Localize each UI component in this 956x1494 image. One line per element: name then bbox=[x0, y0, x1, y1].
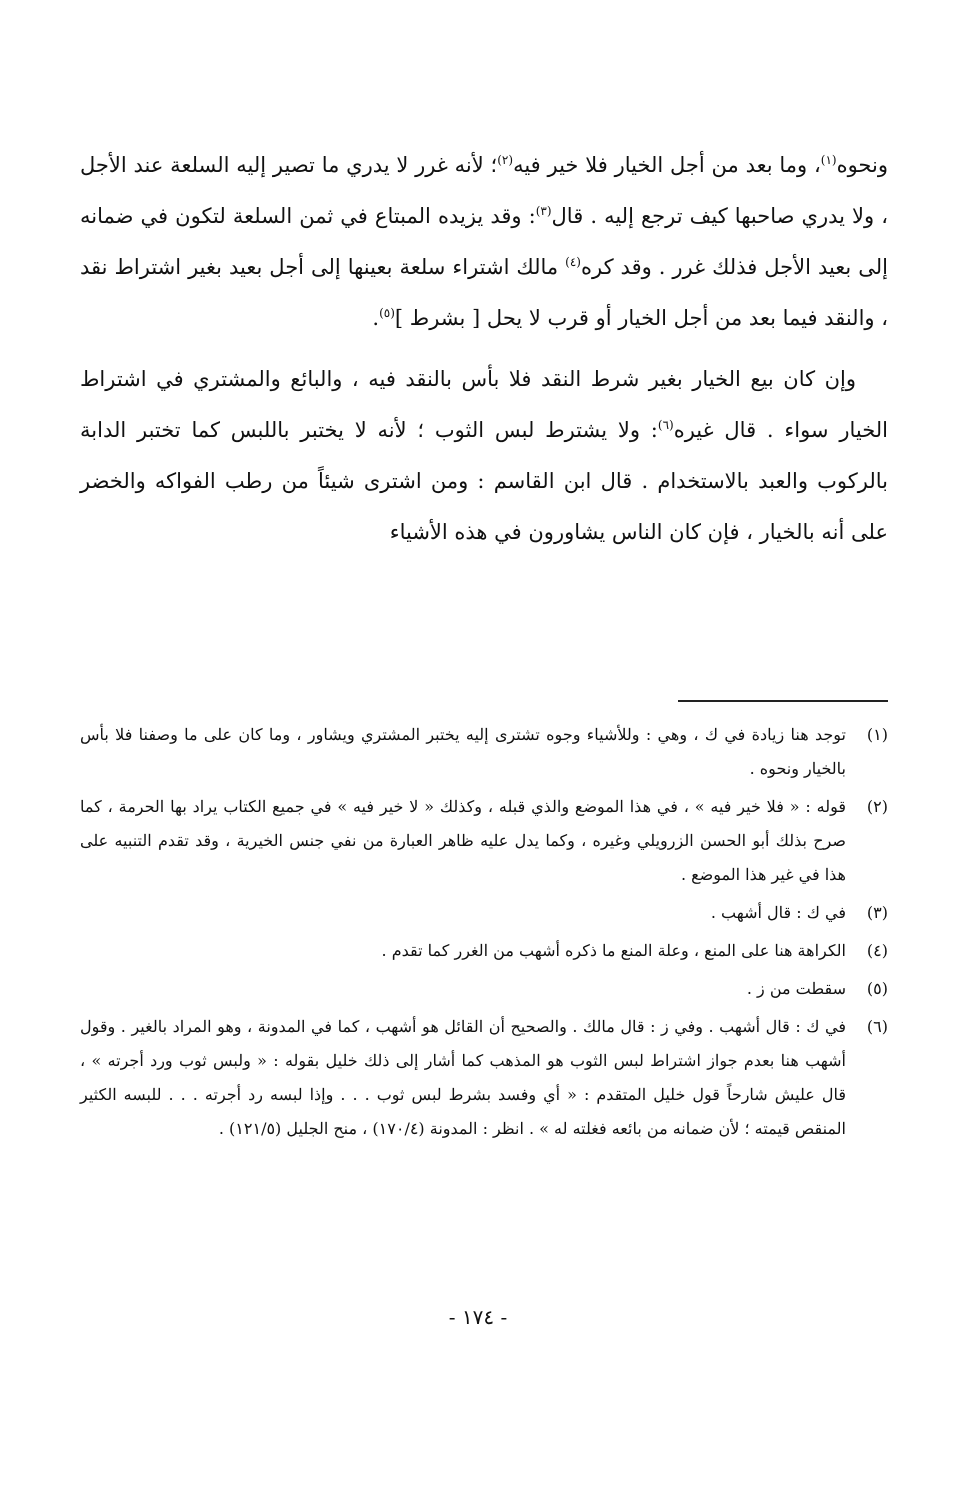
footnote-ref-2[interactable]: (٢) bbox=[497, 153, 514, 167]
footnote-separator bbox=[678, 700, 888, 702]
footnote-ref-5[interactable]: (٥) bbox=[379, 306, 395, 320]
paragraph-text: ونحوه bbox=[836, 153, 888, 177]
body-paragraph-2 bbox=[80, 354, 888, 558]
paragraph-text: . bbox=[372, 306, 380, 330]
paragraph-text: ، وما بعد من أجل الخيار فلا خير فيه bbox=[513, 153, 821, 177]
footnote-3 bbox=[80, 896, 888, 930]
footnote-text: الكراهة هنا على المنع ، وعلة المنع ما ذكره أشهب من الغرر كما تقدم . bbox=[381, 941, 846, 960]
footnote-text: سقطت من ز . bbox=[746, 979, 846, 998]
footnote-text: في ك : قال أشهب . وفي ز : قال مالك . والصحيح أن القائل هو أشهب ، كما في المدونة ، وهو المراد بالغير . وقول أشهب هنا بعدم جواز اشتراط لبس الثوب هو المذهب كما أشار إلى ذلك خليل بقوله : « ولبس ثوب ورد أجرته » ، قال عليش شارحاً قول خليل المتقدم : « أي وفسد بشرط لبس ثوب . . . وإذا لبسه رد أجرته . . . للبسه الكثير المنقص قيمته ؛ لأن ضمانه من بائعه فغلته له » . انظر : المدونة (١٧٠/٤) ، منح الجليل (١٢١/٥) . bbox=[80, 1017, 847, 1138]
footnote-number: (٤) bbox=[866, 941, 888, 960]
footnote-ref-4[interactable]: (٤) bbox=[565, 255, 581, 269]
footnote-number: (٥) bbox=[866, 979, 888, 998]
paragraph-text: مالك اشتراء سلعة بعينها إلى أجل بعيد بغير اشتراط نقد ، والنقد فيما بعد من أجل الخيار أو قرب لا يحل [ بشرط ] bbox=[80, 255, 888, 330]
footnote-4 bbox=[80, 934, 888, 968]
body-paragraph-1 bbox=[80, 140, 888, 344]
paragraph-text: وإن كان بيع الخيار بغير شرط النقد فلا بأس بالنقد فيه ، والبائع والمشتري في اشتراط الخيار سواء . قال غيره bbox=[80, 367, 888, 442]
footnote-number: (٦) bbox=[866, 1017, 888, 1036]
paragraph-text: : وقد يزيده المبتاع في ثمن السلعة لتكون في ضمانه إلى بعيد الأجل فذلك غرر . وقد كره bbox=[80, 204, 889, 279]
footnote-6 bbox=[80, 1010, 888, 1146]
footnote-number: (٢) bbox=[866, 797, 888, 816]
footnote-5 bbox=[80, 972, 888, 1006]
footnote-ref-3[interactable]: (٣) bbox=[535, 204, 552, 218]
paragraph-text: : ولا يشترط لبس الثوب ؛ لأنه لا يختبر باللبس كما تختبر الدابة بالركوب والعبد بالاستخدام . قال ابن القاسم : ومن اشترى شيئاً من رطب الفواكه والخضر على أنه بالخيار ، فإن كان الناس يشاورون في هذه الأشياء bbox=[80, 418, 889, 544]
main-text bbox=[80, 140, 888, 568]
footnote-text: توجد هنا زيادة في ك ، وهي : وللأشياء وجوه تشترى إليه يختبر المشتري ويشاور ، وما كان على ما وصفنا فلا بأس بالخيار ونحوه . bbox=[80, 725, 846, 778]
footnote-number: (١) bbox=[866, 725, 888, 744]
footnote-ref-1[interactable]: (١) bbox=[820, 153, 837, 167]
footnote-text: في ك : قال أشهب . bbox=[710, 903, 846, 922]
paragraph-text: ؛ لأنه غرر لا يدري ما تصير إليه السلعة عند الأجل ، ولا يدري صاحبها كيف ترجع إليه . قال bbox=[80, 153, 889, 228]
footnote-1 bbox=[80, 718, 888, 786]
footnotes bbox=[80, 718, 888, 1150]
page-number: - ١٧٤ - bbox=[448, 1305, 508, 1329]
footnote-text: قوله : « فلا خير فيه » ، في هذا الموضع والذي قبله ، وكذلك « لا خير فيه » في جميع الكتاب يراد بها الحرمة ، كما صرح بذلك أبو الحسن الزرويلي وغيره ، وكما يدل عليه ظاهر العبارة من نفي جنس الخيرية ، وقد تقدم التنبيه على هذا في غير هذا الموضع . bbox=[80, 797, 846, 884]
footnote-ref-6[interactable]: (٦) bbox=[657, 418, 674, 432]
footnote-number: (٣) bbox=[866, 903, 888, 922]
footnote-2 bbox=[80, 790, 888, 892]
